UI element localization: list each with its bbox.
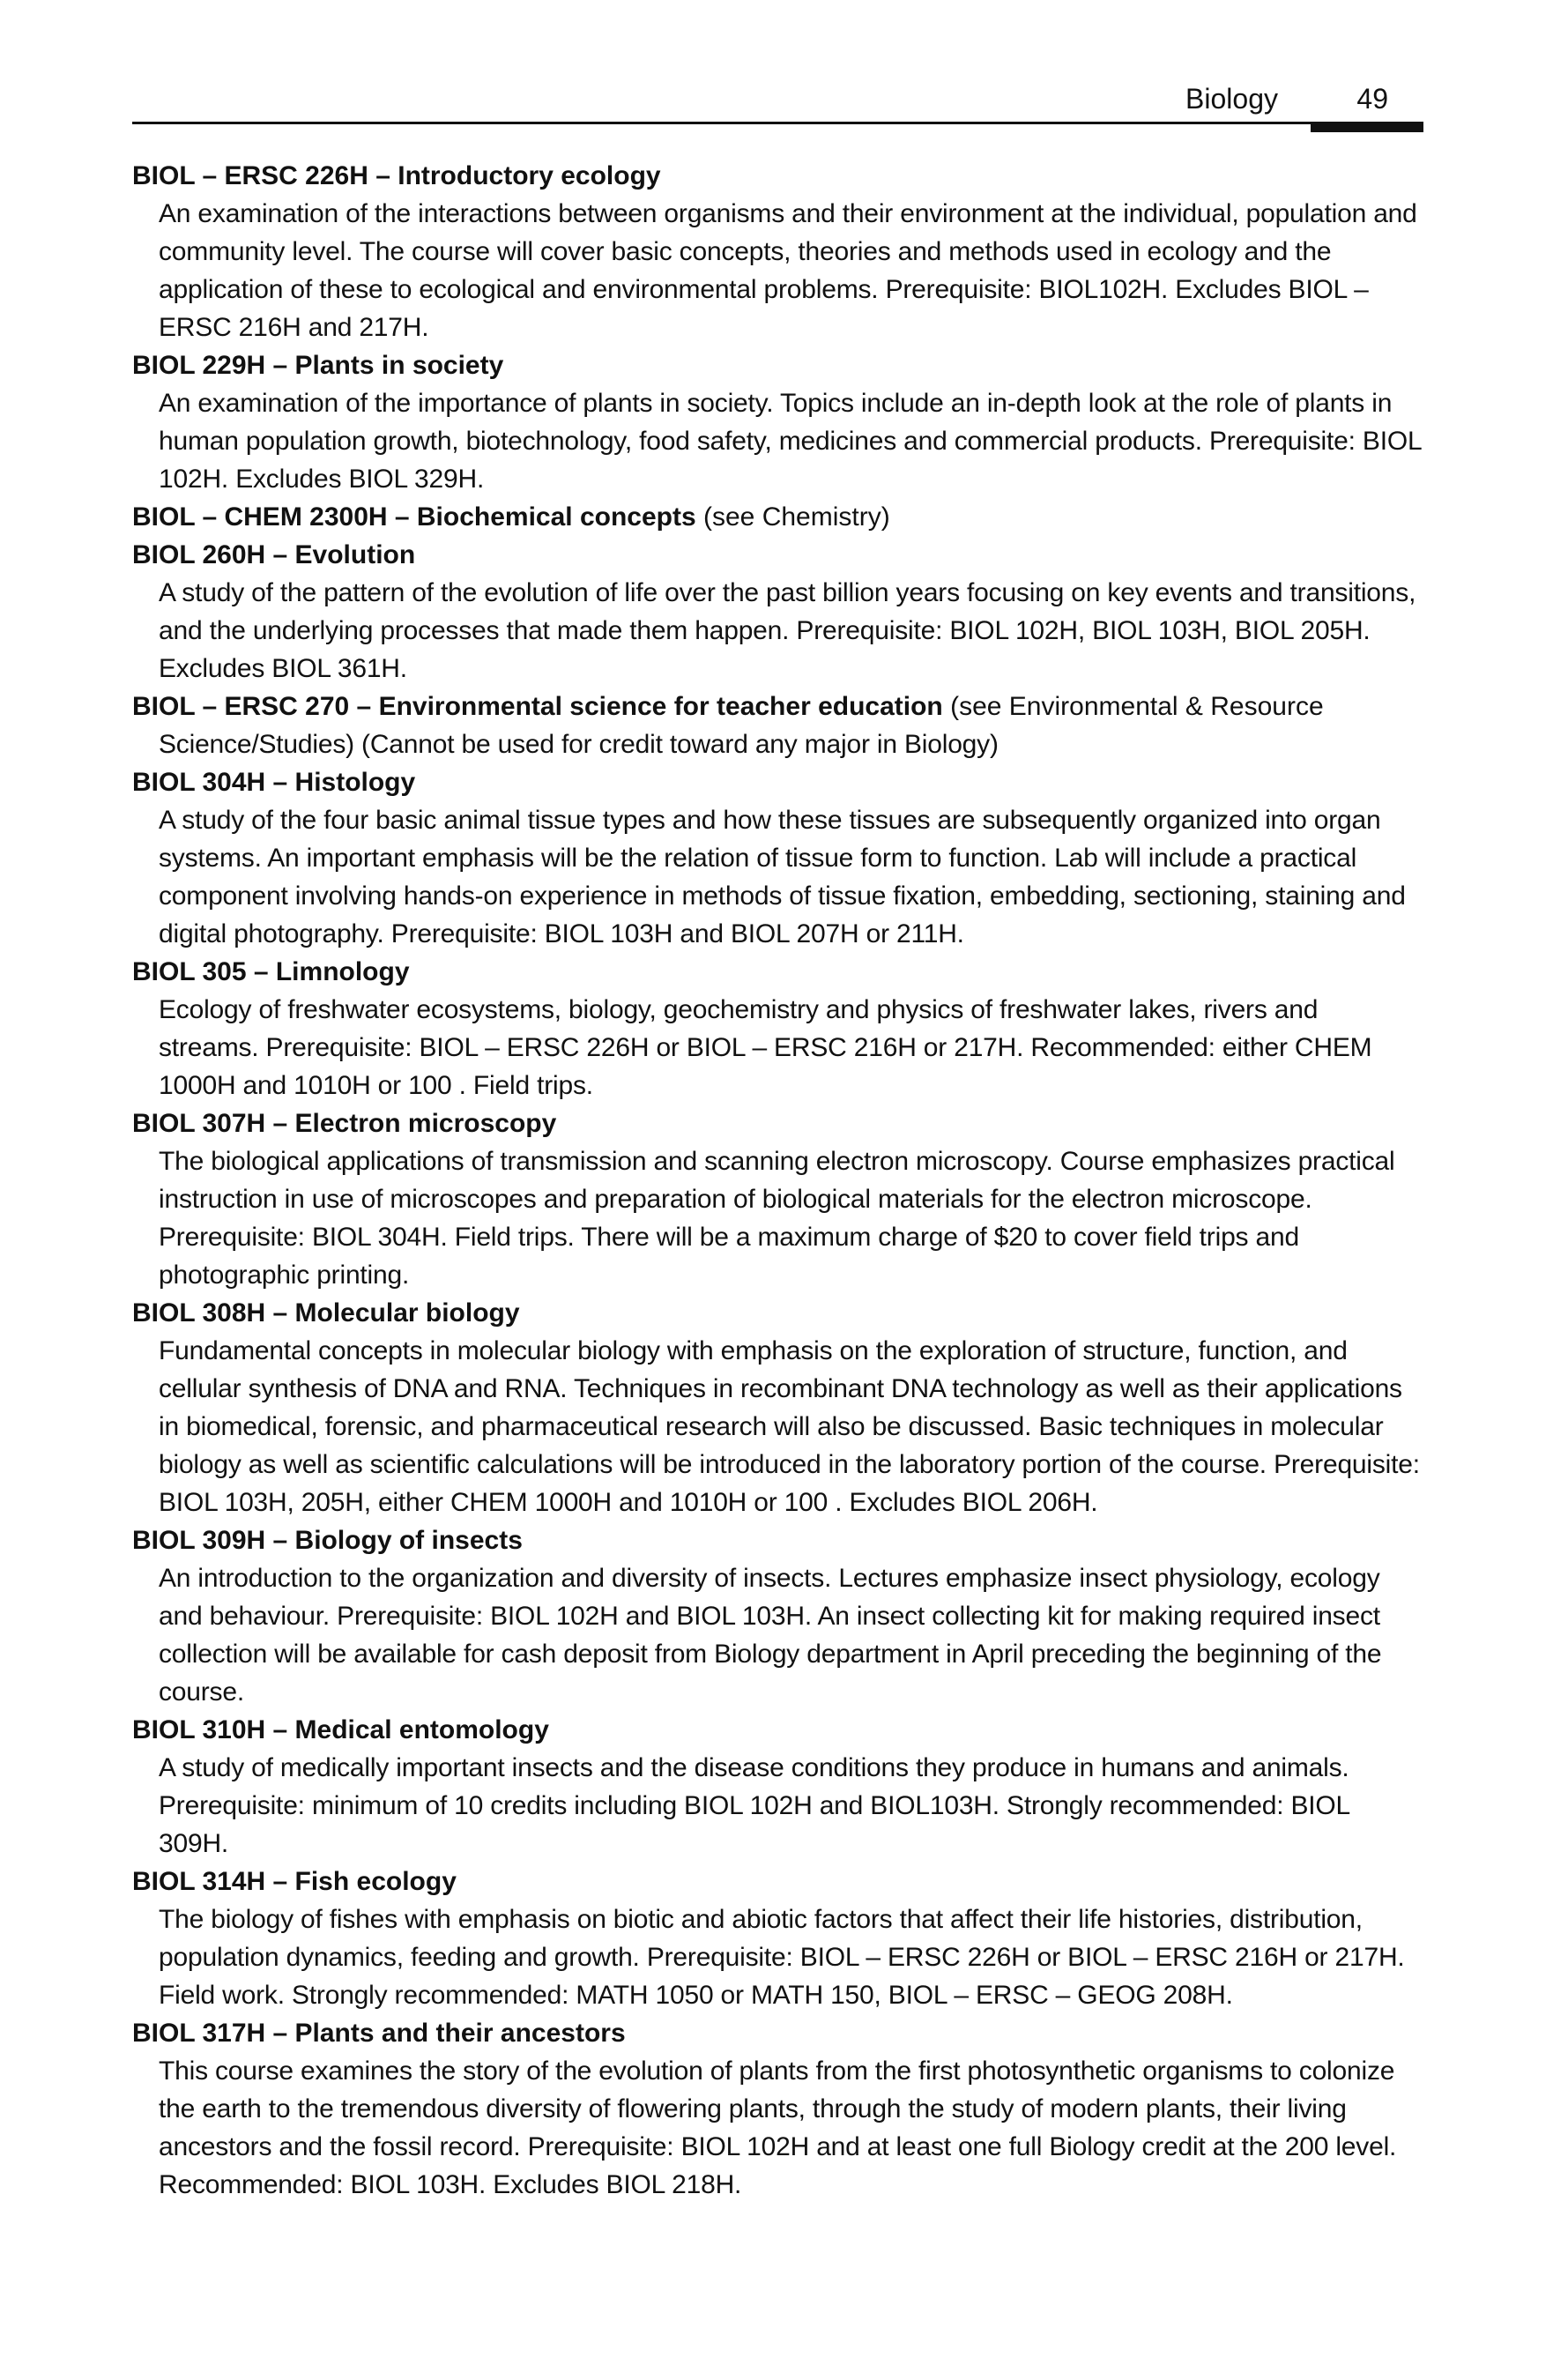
course-title: BIOL 260H – Evolution [132,540,416,569]
course-description: An examination of the interactions between organisms and their environment at the individual, population and community level. The course will cover basic concepts, theories and methods used in ecology and the application of these to ecological and environmental problems. Prerequisite: BIOL102H. Excludes BIOL – ERSC 216H and 217H. [159,199,1417,342]
course-title: BIOL 309H – Biology of insects [132,1526,523,1555]
course-description: An examination of the importance of plants in society. Topics include an in-depth look at the role of plants in human population growth, biotechnology, food safety, medicines and commercial products. Prerequisite: BIOL 102H. Excludes BIOL 329H. [159,389,1422,494]
course-heading [132,1294,1423,1332]
course-heading [132,2014,1423,2052]
header-rule [132,122,1423,124]
course-entry [132,1521,1423,1711]
course-note: (see Chemistry) [695,502,890,532]
course-title: BIOL 310H – Medical entomology [132,1715,549,1744]
course-entry [132,498,1423,536]
course-entry [132,1711,1423,1863]
course-heading [132,498,1423,536]
course-title: BIOL 317H – Plants and their ancestors [132,2019,626,2048]
course-description: Fundamental concepts in molecular biology with emphasis on the exploration of structure, function, and cellular synthesis of DNA and RNA. Techniques in recombinant DNA technology as well as their applications in biomedical, forensic, and pharmaceutical research will also be discussed. Basic techniques in molecular biology as well as scientific calculations will be introduced in the laboratory portion of the course. Prerequisite: BIOL 103H, 205H, either CHEM 1000H and 1010H or 100 . Excludes BIOL 206H. [159,1336,1420,1517]
course-heading [132,953,1423,991]
course-title: BIOL 307H – Electron microscopy [132,1109,557,1138]
course-title: BIOL 305 – Limnology [132,957,410,986]
course-entry [132,1863,1423,2014]
course-title: BIOL 304H – Histology [132,768,416,797]
course-title: BIOL – CHEM 2300H – Biochemical concepts [132,502,696,532]
course-heading [132,688,1423,725]
course-note: (see Environmental & Resource [942,692,1324,721]
course-entry [132,1294,1423,1521]
course-heading [132,1521,1423,1559]
course-entry [132,1104,1423,1294]
course-title: BIOL – ERSC 270 – Environmental science for teacher education [132,692,943,721]
course-entry [132,953,1423,1104]
course-title: BIOL 308H – Molecular biology [132,1298,520,1328]
course-heading [132,1863,1423,1900]
course-title: BIOL 314H – Fish ecology [132,1867,457,1896]
course-description: A study of the four basic animal tissue types and how these tissues are subsequently organized into organ systems. An important emphasis will be the relation of tissue form to function. Lab will include a practical component involving hands-on experience in methods of tissue fixation, embedding, sectioning, staining and digital photography. Prerequisite: BIOL 103H and BIOL 207H or 211H. [159,806,1406,948]
course-entry [132,157,1423,346]
header-tab-marker [1311,122,1423,132]
course-list [132,157,1423,2204]
page-number: 49 [1356,83,1388,115]
course-entry [132,346,1423,498]
course-description: The biology of fishes with emphasis on biotic and abiotic factors that affect their life histories, distribution, population dynamics, feeding and growth. Prerequisite: BIOL – ERSC 226H or BIOL – ERSC 216H or 217H. Field work. Strongly recommended: MATH 1050 or MATH 150, BIOL – ERSC – GEOG 208H. [159,1905,1405,2010]
course-heading [132,346,1423,384]
course-description: The biological applications of transmission and scanning electron microscopy. Course emphasizes practical instruction in use of microscopes and preparation of biological materials for the electron microscope. Prerequisite: BIOL 304H. Field trips. There will be a maximum charge of $20 to cover field trips and photographic printing. [159,1147,1395,1290]
course-entry [132,2014,1423,2204]
course-description: An introduction to the organization and diversity of insects. Lectures emphasize insect physiology, ecology and behaviour. Prerequisite: BIOL 102H and BIOL 103H. An insect collecting kit for making required insect collection will be available for cash deposit from Biology department in April preceding the beginning of the course. [159,1564,1382,1707]
page-header [132,78,1423,130]
course-description: This course examines the story of the evolution of plants from the first photosynthetic organisms to colonize the earth to the tremendous diversity of flowering plants, through the study of modern plants, their living ancestors and the fossil record. Prerequisite: BIOL 102H and at least one full Biology credit at the 200 level. Recommended: BIOL 103H. Excludes BIOL 218H. [159,2056,1397,2199]
course-entry [132,688,1423,763]
course-heading [132,763,1423,801]
course-title: BIOL – ERSC 226H – Introductory ecology [132,161,661,190]
course-description: A study of medically important insects and the disease conditions they produce in humans and animals. Prerequisite: minimum of 10 credits including BIOL 102H and BIOL103H. Strongly recommended: BIOL 309H. [159,1753,1349,1858]
course-heading [132,157,1423,195]
section-title: Biology [1185,83,1278,115]
course-description: A study of the pattern of the evolution of life over the past billion years focusing on key events and transitions, and the underlying processes that made them happen. Prerequisite: BIOL 102H, BIOL 103H, BIOL 205H. Excludes BIOL 361H. [159,578,1416,683]
course-description: Ecology of freshwater ecosystems, biology, geochemistry and physics of freshwater lakes, rivers and streams. Prerequisite: BIOL – ERSC 226H or BIOL – ERSC 216H or 217H. Recommended: either CHEM 1000H and 1010H or 100 . Field trips. [159,995,1372,1100]
course-title: BIOL 229H – Plants in society [132,351,504,380]
course-heading [132,536,1423,574]
course-heading [132,1711,1423,1749]
course-entry [132,763,1423,953]
course-heading [132,1104,1423,1142]
course-entry [132,536,1423,688]
course-description: Science/Studies) (Cannot be used for credit toward any major in Biology) [159,730,999,759]
